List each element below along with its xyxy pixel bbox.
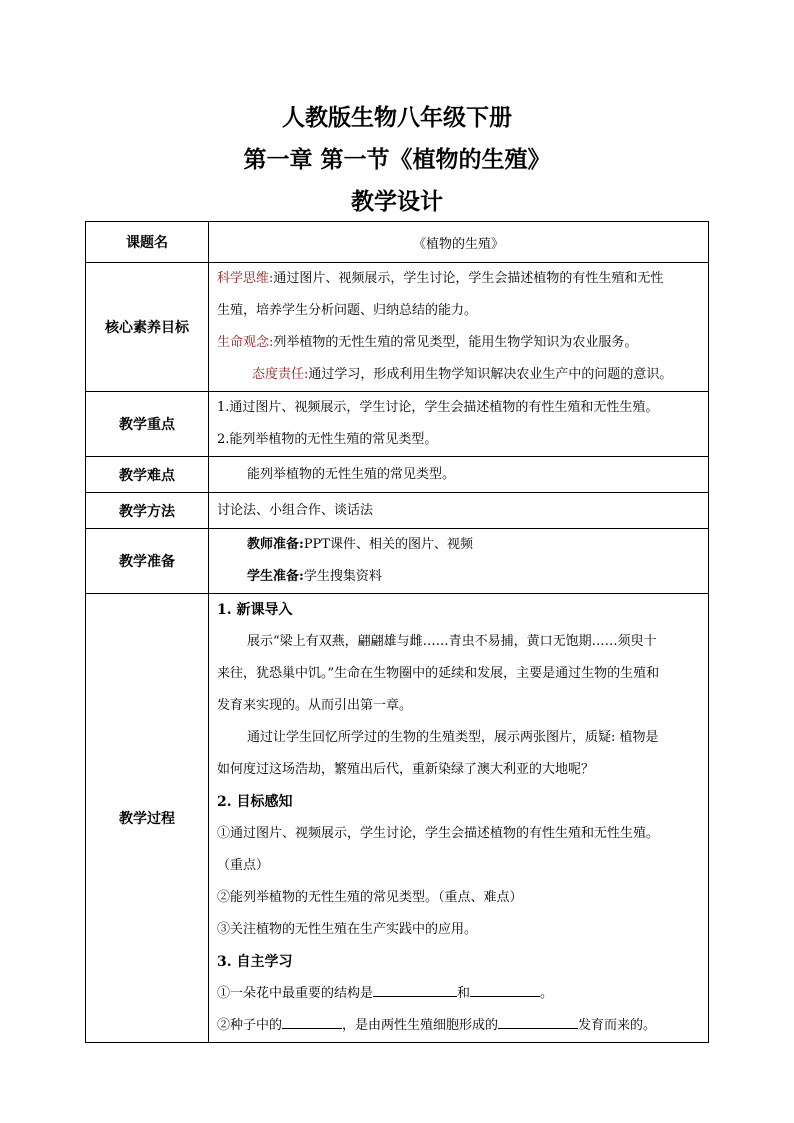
- doc-title-line-3: 教学设计: [351, 188, 443, 215]
- value-prep: [209, 529, 709, 594]
- value-difficulty: [209, 457, 709, 493]
- value-key: [209, 392, 709, 457]
- row-process: [86, 594, 709, 1043]
- row-topic: [86, 222, 709, 263]
- s1-p2-line-2: 如何度过这场浩劫，繁殖出后代，重新染绿了澳大利亚的大地呢？: [217, 762, 595, 777]
- key-line-1: 1.通过图片、视频展示，学生讨论，学生会描述植物的有性生殖和无性生殖。: [217, 400, 659, 415]
- q1-text-c: 。: [540, 986, 554, 1001]
- s1-p2-line-1: 通过让学生回忆所学过的生物的生殖类型，展示两张图片，质疑: 植物是: [247, 730, 659, 745]
- section-3-title: 3. 自主学习: [217, 954, 293, 970]
- value-literacy: [209, 263, 709, 392]
- att-line: [209, 359, 708, 391]
- doc-title-line-2: 第一章 第一节《植物的生殖》: [243, 146, 551, 173]
- teacher-prep-line: [209, 529, 708, 561]
- teacher-prep-label: 教师准备:: [247, 537, 304, 552]
- sci-line-1: [209, 263, 708, 295]
- row-literacy: [86, 263, 709, 392]
- difficulty-text: 能列举植物的无性生殖的常见类型。: [247, 466, 456, 482]
- question-2: [209, 1010, 708, 1042]
- s1-p1-line-2: 来往，犹恐巢中饥。”生命在生物圈中的延续和发展，主要是通过生物的生殖和: [217, 666, 660, 681]
- key-line-2: 2.能列举植物的无性生殖的常见类型。: [217, 432, 438, 447]
- value-method: [209, 493, 709, 529]
- label-topic: 课题名: [86, 222, 209, 263]
- row-key: [86, 392, 709, 457]
- goal-1: ①通过图片、视频展示，学生讨论，学生会描述植物的有性生殖和无性生殖。: [217, 826, 660, 841]
- att-label: 态度责任:: [252, 367, 309, 382]
- question-1: [209, 978, 708, 1010]
- q1-text-b: 和: [457, 986, 471, 1001]
- life-label: 生命观念:: [217, 335, 274, 350]
- label-difficulty: 教学难点: [86, 457, 209, 493]
- q2-text-a: ②种子中的: [217, 1018, 283, 1033]
- q1-text-a: ①一朵花中最重要的结构是: [217, 986, 374, 1001]
- sci-text-1: 通过图片、视频展示，学生讨论，学生会描述植物的有性生殖和无性: [273, 271, 664, 286]
- goal-3: ③关注植物的无性生殖在生产实践中的应用。: [217, 922, 478, 937]
- lesson-plan-table: [85, 221, 709, 1043]
- label-key: 教学重点: [86, 392, 209, 457]
- goal-2: ②能列举植物的无性生殖的常见类型。（重点、难点）: [217, 890, 523, 905]
- section-1-title: 1. 新课导入: [217, 602, 293, 618]
- label-method: 教学方法: [86, 493, 209, 529]
- s1-p1-line-1: 展示“梁上有双燕，翩翩雄与雌……青虫不易捕，黄口无饱期……须臾十: [247, 634, 657, 649]
- s1-p1-line-3: 发育来实现的。从而引出第一章。: [217, 698, 413, 713]
- q2-text-b: ，是由两性生殖细胞形成的: [342, 1018, 499, 1033]
- goal-1-tag: （重点）: [217, 858, 270, 873]
- topic-text: 《植物的生殖》: [412, 236, 504, 252]
- section-2-title: 2. 目标感知: [217, 794, 293, 810]
- row-prep: [86, 529, 709, 594]
- q1-blank-1: [373, 982, 457, 997]
- doc-title-line-1: 人教版生物八年级下册: [282, 104, 512, 131]
- att-text: 通过学习，形成利用生物学知识解决农业生产中的问题的意识。: [308, 367, 673, 382]
- row-difficulty: [86, 457, 709, 493]
- row-method: [86, 493, 709, 529]
- method-text: 讨论法、小组合作、谈话法: [217, 502, 374, 518]
- teacher-prep-text: PPT课件、相关的图片、视频: [303, 537, 473, 552]
- student-prep-label: 学生准备:: [247, 569, 304, 584]
- life-text: 列举植物的无性生殖的常见类型，能用生物学知识为农业服务。: [273, 335, 638, 350]
- value-process: [209, 594, 709, 1043]
- q1-blank-2: [470, 982, 540, 997]
- value-topic: [209, 222, 709, 263]
- q2-text-c: 发育而来的。: [578, 1018, 657, 1033]
- q2-blank-2: [498, 1014, 578, 1029]
- q2-blank-1: [282, 1014, 342, 1029]
- life-line: [209, 327, 708, 359]
- student-prep-line: [209, 561, 708, 593]
- sci-label: 科学思维:: [217, 271, 274, 286]
- label-process: 教学过程: [86, 594, 209, 1043]
- student-prep-text: 学生搜集资料: [303, 569, 382, 584]
- label-literacy: 核心素养目标: [86, 263, 209, 392]
- sci-line-2: 生殖，培养学生分析问题、归纳总结的能力。: [217, 303, 478, 318]
- label-prep: 教学准备: [86, 529, 209, 594]
